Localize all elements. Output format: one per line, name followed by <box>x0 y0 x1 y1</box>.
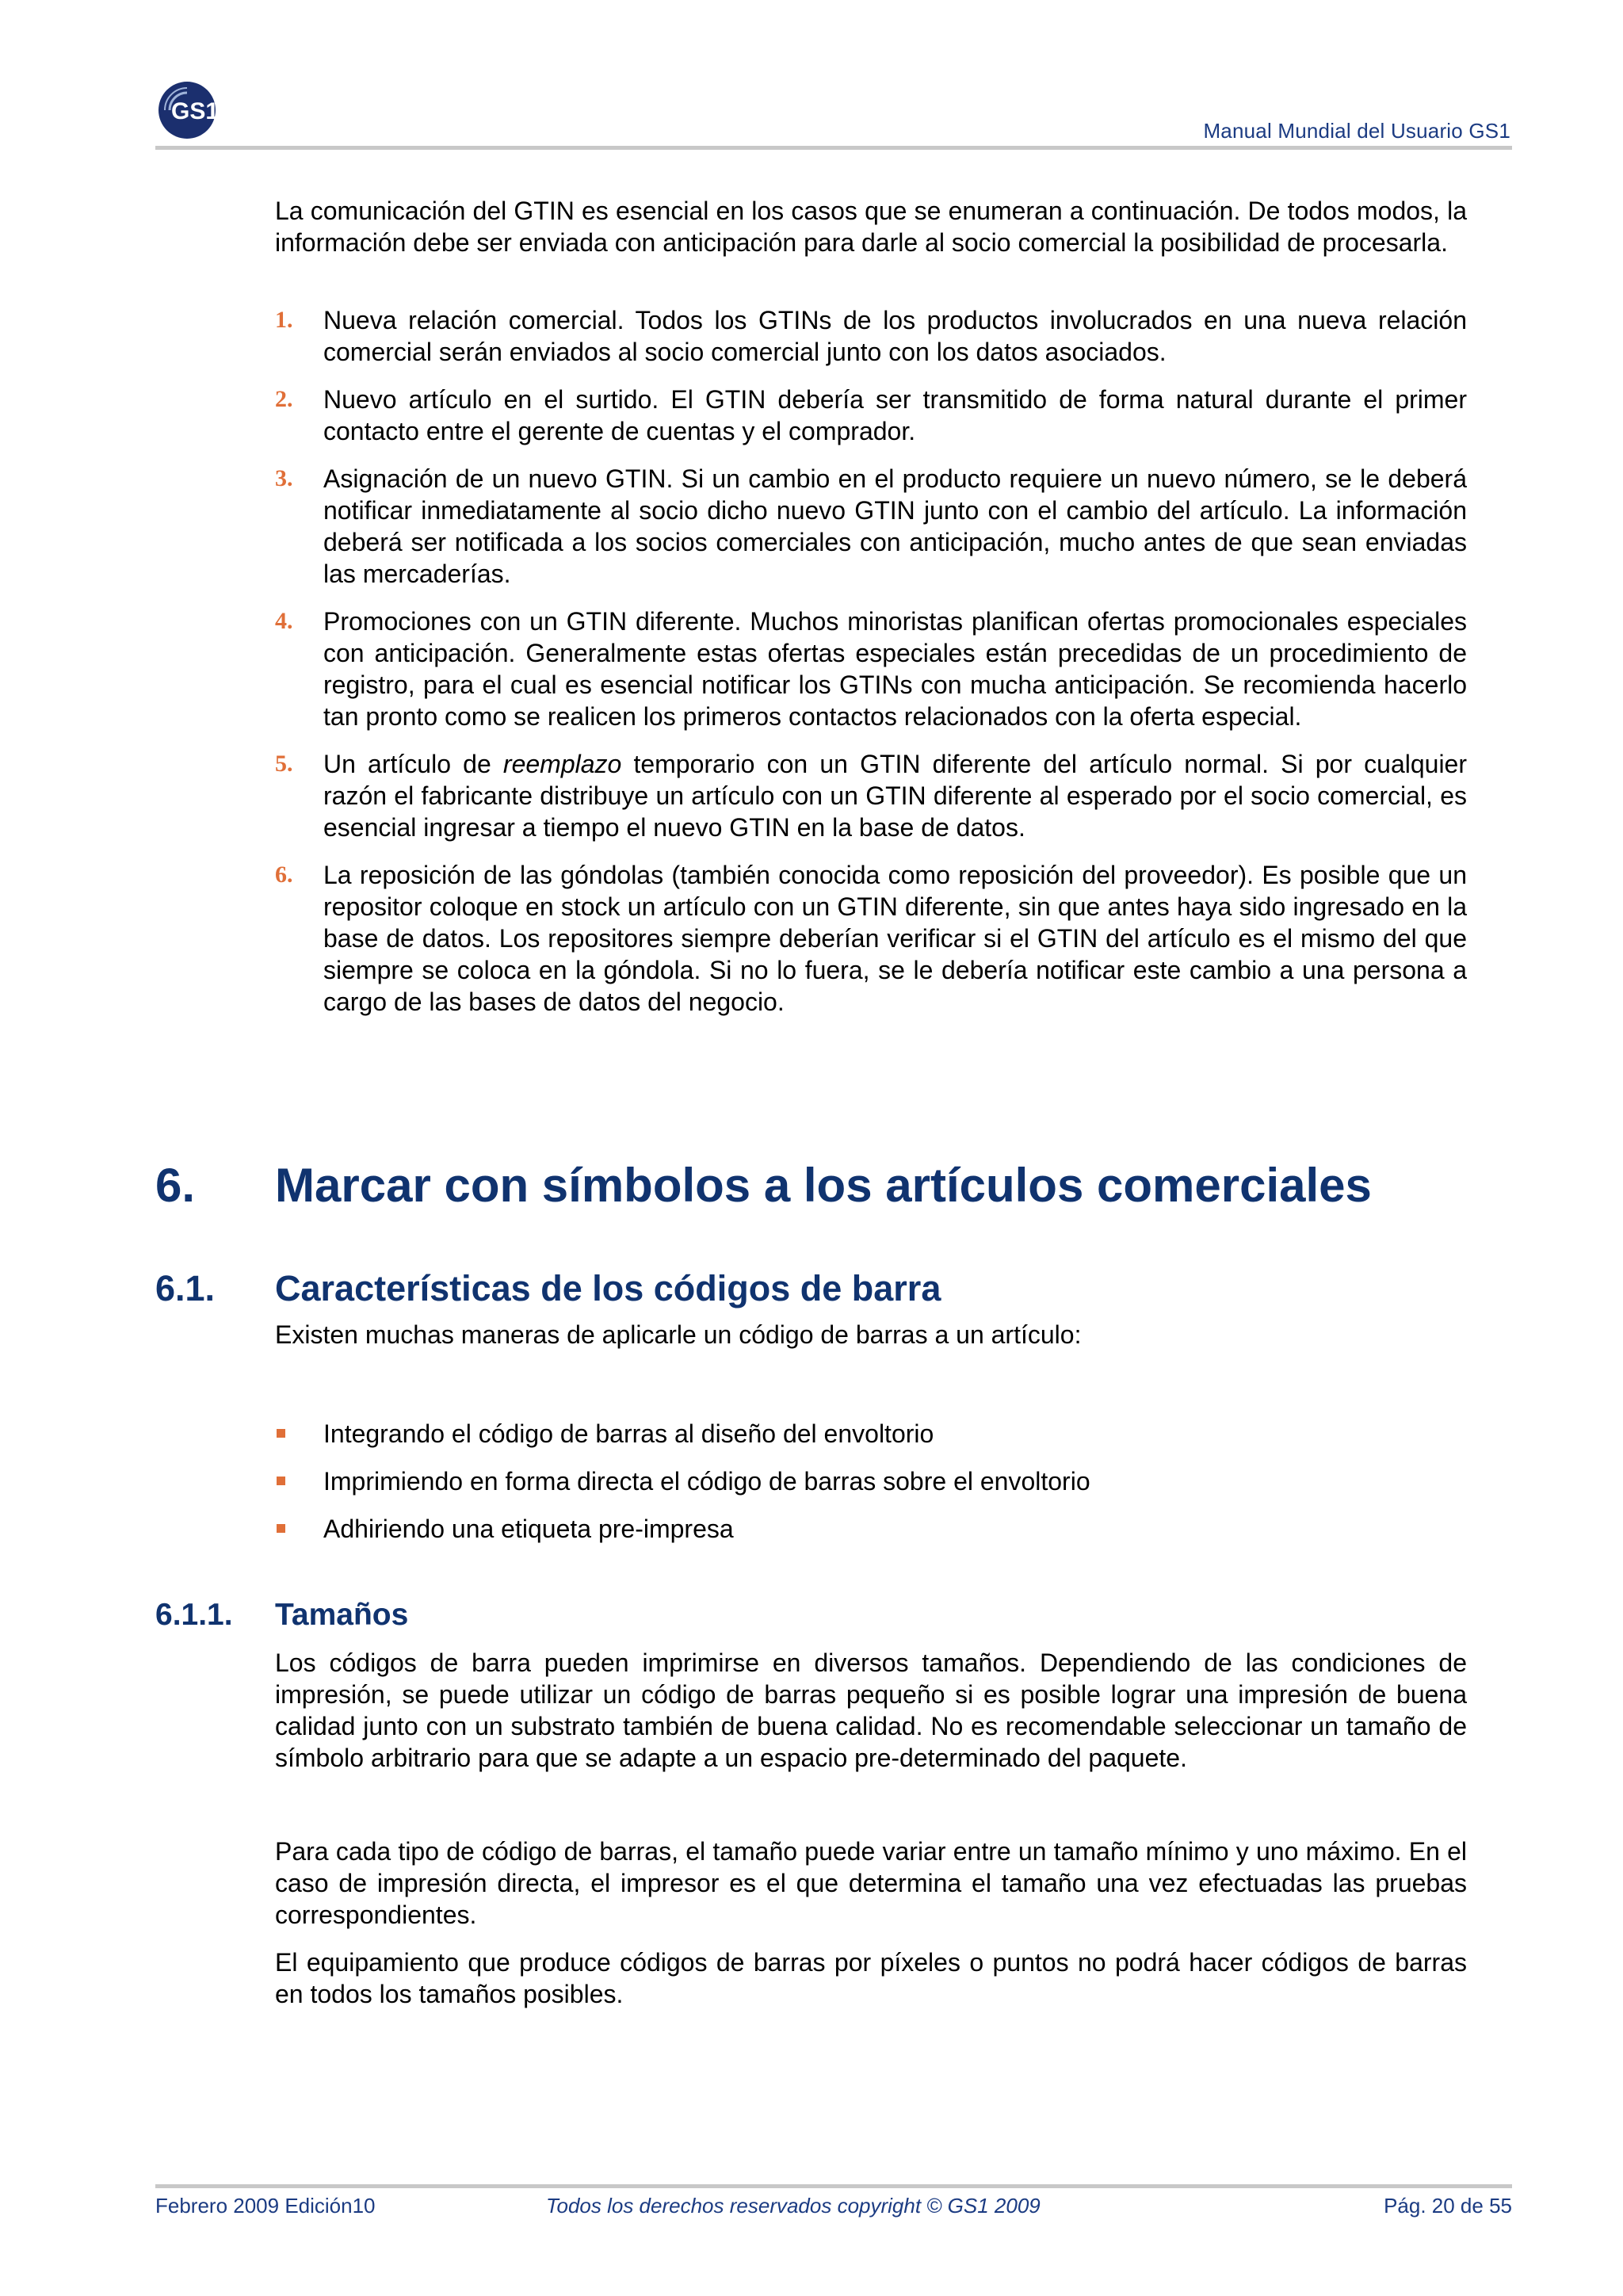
section-title: Características de los códigos de barra <box>275 1268 941 1308</box>
list-text: Asignación de un nuevo GTIN. Si un cambio en el producto requiere un nuevo número, se le deberá notificar inmediatamente al socio dicho nuevo GTIN junto con el cambio del artículo. La información deberá ser notificada a los socios comerciales con anticipación, mucho antes de que sean enviadas las mercaderías. <box>323 464 1467 588</box>
header-title: Manual Mundial del Usuario GS1 <box>1203 119 1510 143</box>
list-number: 4. <box>275 608 293 634</box>
list-number: 3. <box>275 465 293 491</box>
list-text-before: Un artículo de <box>323 750 503 778</box>
bullet-text: Imprimiendo en forma directa el código de barras sobre el envoltorio <box>323 1467 1090 1496</box>
list-item <box>275 304 1467 368</box>
list-text: La reposición de las góndolas (también conocida como reposición del proveedor). Es posible que un repositor coloque en stock un artículo con un GTIN diferente, sin que antes haya sido ingresado en la base de datos. Los repositores siempre deberían verificar si el GTIN del artículo es el mismo del que siempre se coloca en la góndola. Si no lo fuera, se le debería notificar este cambio a una persona a cargo de las bases de datos del negocio. <box>323 861 1467 1016</box>
intro-paragraph: La comunicación del GTIN es esencial en los casos que se enumeran a continuación. De todos modos, la información debe ser enviada con anticipación para darle al socio comercial la posibilidad de procesarla. <box>275 197 1467 257</box>
section-6-1-intro: Existen muchas maneras de aplicarle un código de barras a un artículo: <box>275 1320 1082 1349</box>
section-number: 6.1. <box>155 1268 216 1308</box>
section-6-1-1-paragraph: Los códigos de barra pueden imprimirse en diversos tamaños. Dependiendo de las condiciones de impresión, se puede utilizar un código de barras pequeño si es posible lograr una impresión de buena calidad junto con un substrato también de buena calidad. No es recomendable seleccionar un tamaño de símbolo arbitrario para que se adapte a un espacio pre-determinado del paquete. <box>275 1648 1467 1772</box>
bullet-text: Integrando el código de barras al diseño del envoltorio <box>323 1419 934 1448</box>
bullet-item <box>275 1465 1467 1497</box>
bullet-text: Adhiriendo una etiqueta pre-impresa <box>323 1515 734 1543</box>
list-item <box>275 463 1467 590</box>
bullet-list <box>275 1418 1467 1561</box>
list-item <box>275 859 1467 1018</box>
bullet-icon <box>277 1477 285 1485</box>
logo-text: GS1 <box>170 98 220 124</box>
list-item <box>275 748 1467 843</box>
list-number: 6. <box>275 861 293 888</box>
list-text-italic: reemplazo <box>502 750 622 778</box>
list-item <box>275 384 1467 447</box>
list-number: 1. <box>275 307 293 333</box>
section-title: Tamaños <box>275 1598 409 1632</box>
bullet-item <box>275 1513 1467 1545</box>
bullet-icon <box>277 1429 285 1438</box>
section-number: 6.1.1. <box>155 1598 233 1632</box>
footer-date: Febrero 2009 Edición10 <box>155 2194 376 2218</box>
list-text-after: temporario con un GTIN diferente del artículo normal. Si por cualquier razón el fabricante distribuye un artículo con un GTIN diferente al esperado por el socio comercial, es esencial ingresar a tiempo el nuevo GTIN en la base de datos. <box>323 750 1468 842</box>
list-item <box>275 606 1467 732</box>
numbered-list <box>275 304 1467 1033</box>
section-6-1-1-paragraph: El equipamiento que produce códigos de barras por píxeles o puntos no podrá hacer códigos de barras en todos los tamaños posibles. <box>275 1948 1467 2008</box>
bullet-icon <box>277 1524 285 1533</box>
list-text: Promociones con un GTIN diferente. Muchos minoristas planifican ofertas promocionales especiales con anticipación. Generalmente estas ofertas especiales están precedidas de un procedimiento de registro, para el cual es esencial notificar los GTINs con mucha anticipación. Se recomienda hacerlo tan pronto como se realicen los primeros contactos relacionados con la oferta especial. <box>323 607 1467 731</box>
gs1-logo <box>155 79 227 141</box>
bullet-item <box>275 1418 1467 1450</box>
list-number: 5. <box>275 751 293 777</box>
section-6-1-1-paragraph: Para cada tipo de código de barras, el tamaño puede variar entre un tamaño mínimo y uno máximo. En el caso de impresión directa, el impresor es el que determina el tamaño una vez efectuadas las pruebas correspondientes. <box>275 1837 1467 1929</box>
footer-copyright: Todos los derechos reservados copyright © GS1 2009 <box>546 2194 1041 2218</box>
list-text: Nueva relación comercial. Todos los GTINs de los productos involucrados en una nueva relación comercial serán enviados al socio comercial junto con los datos asociados. <box>323 306 1467 366</box>
section-number: 6. <box>155 1159 196 1212</box>
list-text: Nuevo artículo en el surtido. El GTIN debería ser transmitido de forma natural durante el primer contacto entre el gerente de cuentas y el comprador. <box>323 385 1467 445</box>
footer-rule <box>155 2184 1512 2188</box>
section-title: Marcar con símbolos a los artículos comerciales <box>275 1159 1372 1212</box>
list-number: 2. <box>275 386 293 412</box>
footer-page-number: Pág. 20 de 55 <box>1384 2194 1512 2218</box>
header-rule <box>155 146 1512 150</box>
